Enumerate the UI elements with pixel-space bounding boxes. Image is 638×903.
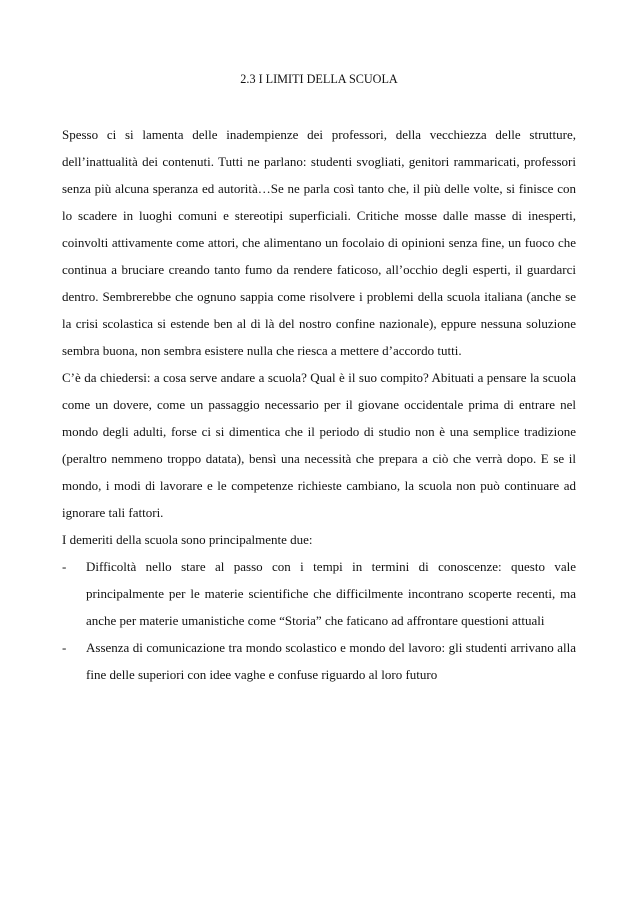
demerits-list xyxy=(62,553,576,688)
list-item xyxy=(62,553,576,634)
list-item xyxy=(62,634,576,688)
paragraph-list-intro: I demeriti della scuola sono principalmente due: xyxy=(62,532,313,547)
list-item-text: Difficoltà nello stare al passo con i tempi in termini di conoscenze: questo vale principalmente per le materie scientifiche che difficilmente incontrano scoperte recenti, ma anche per materie umanistiche come “Storia” che faticano ad affrontare questioni attuali xyxy=(86,559,576,628)
paragraph-question: C’è da chiedersi: a cosa serve andare a scuola? Qual è il suo compito? Abituati a pensare la scuola come un dovere, come un passaggio necessario per il giovane occidentale prima di entrare nel mondo degli adulti, forse ci si dimentica che il periodo di studio non è una semplice tradizione (peraltro nemmeno troppo datata), bensì una necessità che prepara a ciò che verrà dopo. E se il mondo, i modi di lavorare e le competenze richieste cambiano, la scuola non può continuare ad ignorare tali fattori. xyxy=(62,370,576,520)
list-bullet: - xyxy=(62,640,67,655)
list-bullet: - xyxy=(62,559,67,574)
list-item-text: Assenza di comunicazione tra mondo scolastico e mondo del lavoro: gli studenti arrivano alla fine delle superiori con idee vaghe e confuse riguardo al loro futuro xyxy=(86,640,576,682)
document-page xyxy=(62,66,576,688)
paragraph-intro: Spesso ci si lamenta delle inadempienze dei professori, della vecchiezza delle strutture, dell’inattualità dei contenuti. Tutti ne parlano: studenti svogliati, genitori rammaricati, professori senza più alcuna speranza ed autorità…Se ne parla così tanto che, il più delle volte, si finisce con lo scadere in luoghi comuni e stereotipi superficiali. Critiche mosse dalle masse di inesperti, coinvolti attivamente come attori, che alimentano un focolaio di opinioni senza fine, un fuoco che continua a bruciare creando tanto fumo da rendere faticoso, all’occhio degli esperti, il guardarci dentro. Sembrerebbe che ognuno sappia come risolvere i problemi della scuola italiana (anche se la crisi scolastica si estende ben al di là del nostro confine nazionale), eppure nessuna soluzione sembra buona, non sembra esistere nulla che riesca a mettere d’accordo tutti. xyxy=(62,127,576,358)
section-title: 2.3 I LIMITI DELLA SCUOLA xyxy=(240,72,398,86)
